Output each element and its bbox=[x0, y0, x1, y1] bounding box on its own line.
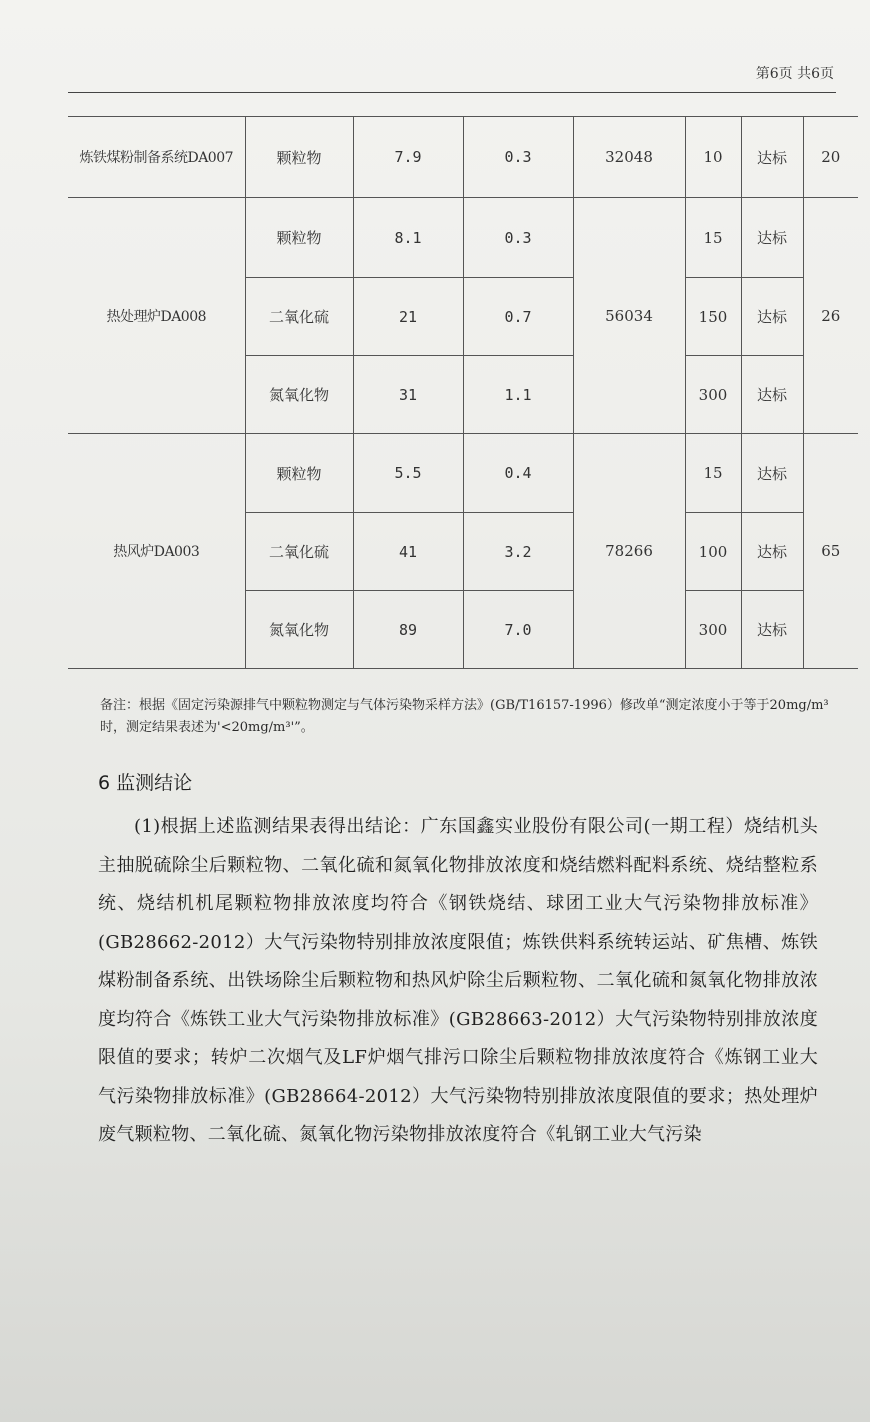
limit-cell: 150 bbox=[685, 278, 741, 356]
limit-cell: 15 bbox=[685, 434, 741, 513]
concentration-cell: 7.9 bbox=[353, 117, 463, 198]
flow-cell: 32048 bbox=[573, 117, 685, 198]
pollutant-cell: 颗粒物 bbox=[245, 434, 353, 513]
result-cell: 达标 bbox=[741, 513, 803, 591]
pollutant-cell: 氮氧化物 bbox=[245, 356, 353, 434]
result-cell: 达标 bbox=[741, 591, 803, 669]
result-cell: 达标 bbox=[741, 198, 803, 278]
rate-cell: 0.7 bbox=[463, 278, 573, 356]
rate-cell: 3.2 bbox=[463, 513, 573, 591]
concentration-cell: 8.1 bbox=[353, 198, 463, 278]
flow-cell: 56034 bbox=[573, 198, 685, 434]
page-number: 第6页 共6页 bbox=[755, 66, 834, 82]
concentration-cell: 21 bbox=[353, 278, 463, 356]
header-rule bbox=[68, 92, 836, 93]
limit-cell: 100 bbox=[685, 513, 741, 591]
result-cell: 达标 bbox=[741, 434, 803, 513]
height-cell: 20 bbox=[803, 117, 858, 198]
pollutant-cell: 二氧化硫 bbox=[245, 513, 353, 591]
section-title: 6 监测结论 bbox=[98, 772, 193, 794]
concentration-cell: 5.5 bbox=[353, 434, 463, 513]
rate-cell: 7.0 bbox=[463, 591, 573, 669]
result-cell: 达标 bbox=[741, 356, 803, 434]
pollutant-cell: 氮氧化物 bbox=[245, 591, 353, 669]
table-note: 备注：根据《固定污染源排气中颗粒物测定与气体污染物采样方法》(GB/T16157-1996）修改单“测定浓度小于等于20mg/m³时，测定结果表述为'<20mg/m³'”。 bbox=[100, 698, 829, 735]
pollutant-cell: 颗粒物 bbox=[245, 198, 353, 278]
results-table bbox=[68, 116, 858, 669]
height-cell: 26 bbox=[803, 198, 858, 434]
source-cell: 热风炉DA003 bbox=[68, 434, 245, 669]
limit-cell: 300 bbox=[685, 591, 741, 669]
rate-cell: 0.3 bbox=[463, 117, 573, 198]
table-row bbox=[68, 117, 858, 198]
pollutant-cell: 颗粒物 bbox=[245, 117, 353, 198]
flow-cell: 78266 bbox=[573, 434, 685, 669]
rate-cell: 0.3 bbox=[463, 198, 573, 278]
conclusion-paragraph: (1)根据上述监测结果表得出结论：广东国鑫实业股份有限公司(一期工程）烧结机头主抽脱硫除尘后颗粒物、二氧化硫和氮氧化物排放浓度和烧结燃料配料系统、烧结整粒系统、烧结机机尾颗粒物排放浓度均符合《钢铁烧结、球团工业大气污染物排放标准》(GB28662-2012）大气污染物特别排放浓度限值；炼铁供料系统转运站、矿焦槽、炼铁煤粉制备系统、出铁场除尘后颗粒物和热风炉除尘后颗粒物、二氧化硫和氮氧化物排放浓度均符合《炼铁工业大气污染物排放标准》(GB28663-2012）大气污染物特别排放浓度限值的要求；转炉二次烟气及LF炉烟气排污口除尘后颗粒物排放浓度符合《炼钢工业大气污染物排放标准》(GB28664-2012）大气污染物特别排放浓度限值的要求；热处理炉废气颗粒物、二氧化硫、氮氧化物污染物排放浓度符合《轧钢工业大气污染 bbox=[98, 816, 818, 1145]
result-cell: 达标 bbox=[741, 278, 803, 356]
concentration-cell: 31 bbox=[353, 356, 463, 434]
concentration-cell: 89 bbox=[353, 591, 463, 669]
height-cell: 65 bbox=[803, 434, 858, 669]
limit-cell: 300 bbox=[685, 356, 741, 434]
rate-cell: 1.1 bbox=[463, 356, 573, 434]
table-row bbox=[68, 198, 858, 278]
source-cell: 热处理炉DA008 bbox=[68, 198, 245, 434]
limit-cell: 15 bbox=[685, 198, 741, 278]
pollutant-cell: 二氧化硫 bbox=[245, 278, 353, 356]
limit-cell: 10 bbox=[685, 117, 741, 198]
concentration-cell: 41 bbox=[353, 513, 463, 591]
table-row bbox=[68, 434, 858, 513]
source-cell: 炼铁煤粉制备系统DA007 bbox=[68, 117, 245, 198]
monitoring-results-table bbox=[68, 116, 858, 669]
result-cell: 达标 bbox=[741, 117, 803, 198]
rate-cell: 0.4 bbox=[463, 434, 573, 513]
